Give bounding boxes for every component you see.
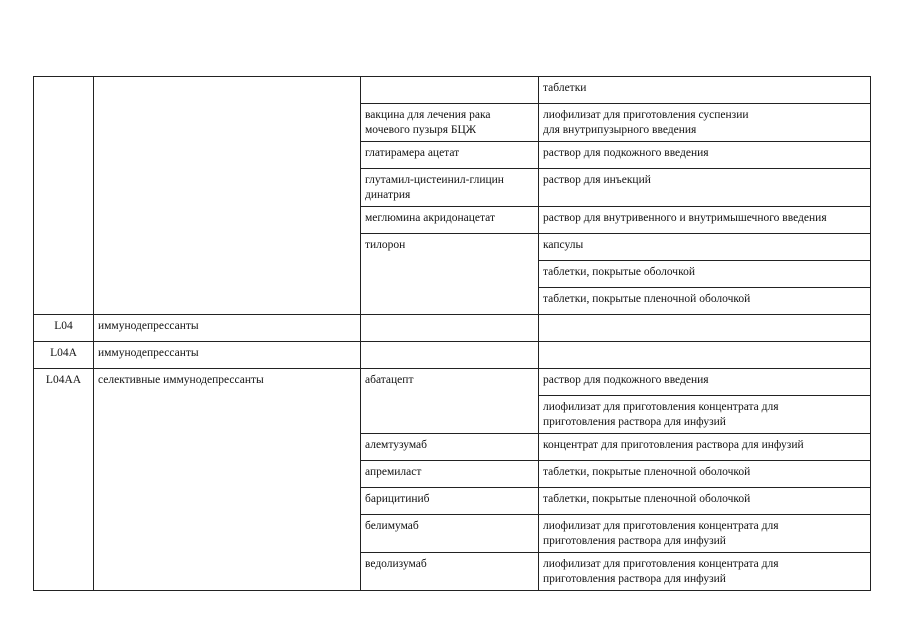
drug-name-cell: тилорон xyxy=(361,234,539,315)
dosage-form-cell: концентрат для приготовления раствора для инфузий xyxy=(539,434,871,461)
dosage-form-cell xyxy=(539,342,871,369)
dosage-form-cell: лиофилизат для приготовления концентрата для приготовления раствора для инфузий xyxy=(539,553,871,591)
atc-code-cell: L04AA xyxy=(34,369,94,591)
dosage-form-cell: раствор для инъекций xyxy=(539,169,871,207)
table-row xyxy=(34,342,871,369)
drug-name-cell: глутамил-цистеинил-глицин динатрия xyxy=(361,169,539,207)
drug-name-cell: вакцина для лечения рака мочевого пузыря БЦЖ xyxy=(361,104,539,142)
dosage-form-cell xyxy=(539,315,871,342)
group-name-cell: селективные иммунодепрессанты xyxy=(94,369,361,591)
dosage-form-cell: таблетки, покрытые пленочной оболочкой xyxy=(539,288,871,315)
dosage-form-cell: лиофилизат для приготовления концентрата для приготовления раствора для инфузий xyxy=(539,515,871,553)
group-name-cell: иммунодепрессанты xyxy=(94,315,361,342)
dosage-form-cell: таблетки, покрытые пленочной оболочкой xyxy=(539,488,871,515)
drug-name-cell: ведолизумаб xyxy=(361,553,539,591)
drug-name-cell: меглюмина акридонацетат xyxy=(361,207,539,234)
drug-name-cell: алемтузумаб xyxy=(361,434,539,461)
drug-name-cell: глатирамера ацетат xyxy=(361,142,539,169)
dosage-form-cell: капсулы xyxy=(539,234,871,261)
table-row xyxy=(34,315,871,342)
dosage-form-cell: раствор для подкожного введения xyxy=(539,369,871,396)
atc-code-cell xyxy=(34,77,94,315)
table-row xyxy=(34,369,871,396)
drug-name-cell: белимумаб xyxy=(361,515,539,553)
drug-name-cell: абатацепт xyxy=(361,369,539,434)
drug-table xyxy=(33,76,871,591)
dosage-form-cell: таблетки xyxy=(539,77,871,104)
dosage-form-cell: таблетки, покрытые оболочкой xyxy=(539,261,871,288)
dosage-form-cell: раствор для внутривенного и внутримышечного введения xyxy=(539,207,871,234)
drug-name-cell xyxy=(361,315,539,342)
dosage-form-cell: раствор для подкожного введения xyxy=(539,142,871,169)
dosage-form-cell: лиофилизат для приготовления суспензии для внутрипузырного введения xyxy=(539,104,871,142)
group-name-cell: иммунодепрессанты xyxy=(94,342,361,369)
dosage-form-cell: лиофилизат для приготовления концентрата для приготовления раствора для инфузий xyxy=(539,396,871,434)
table-row xyxy=(34,77,871,104)
drug-name-cell: апремиласт xyxy=(361,461,539,488)
drug-name-cell: барицитиниб xyxy=(361,488,539,515)
dosage-form-cell: таблетки, покрытые пленочной оболочкой xyxy=(539,461,871,488)
atc-code-cell: L04A xyxy=(34,342,94,369)
drug-name-cell xyxy=(361,342,539,369)
group-name-cell xyxy=(94,77,361,315)
drug-name-cell xyxy=(361,77,539,104)
atc-code-cell: L04 xyxy=(34,315,94,342)
